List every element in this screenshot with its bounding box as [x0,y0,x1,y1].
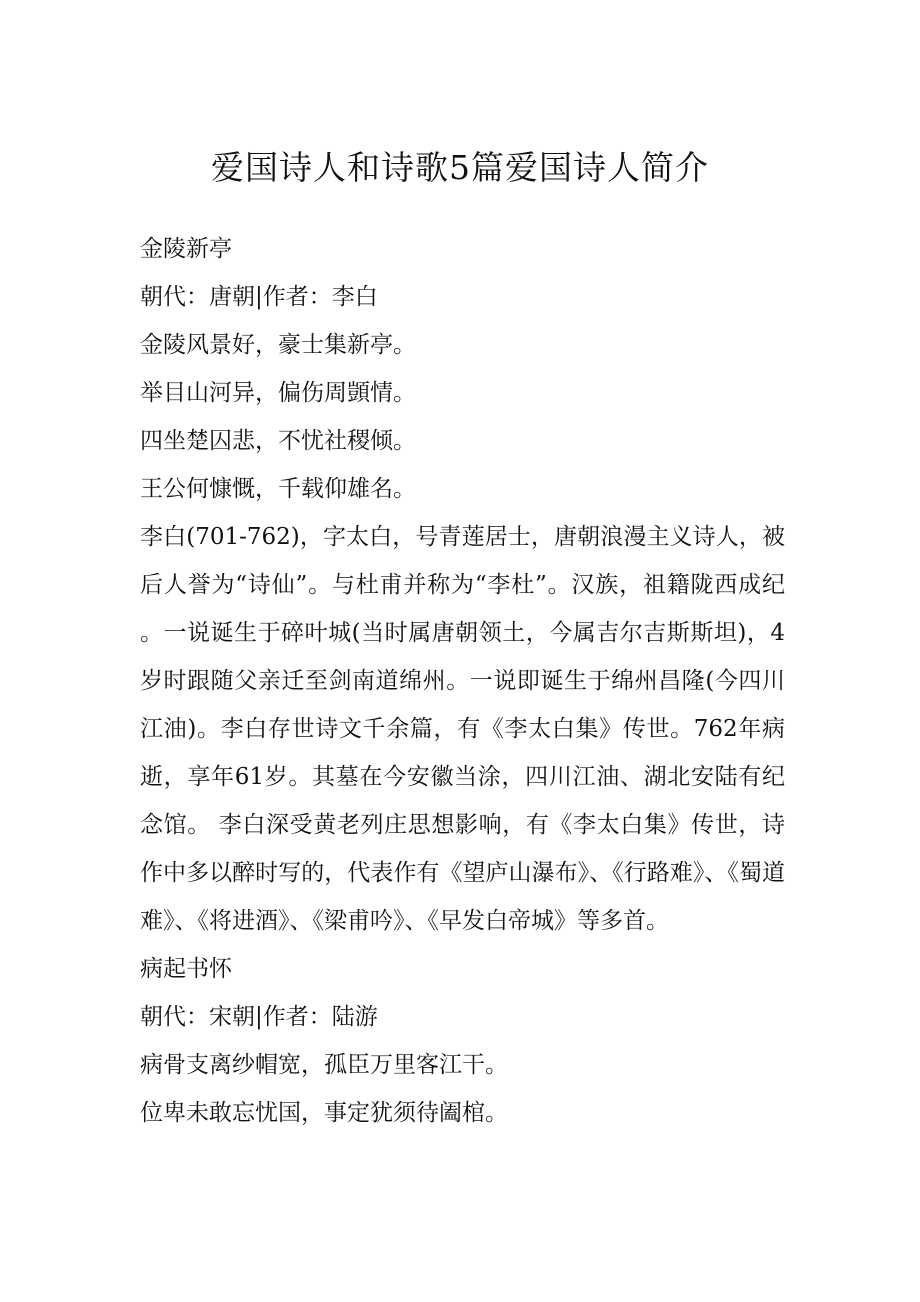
poem-line: 举目山河异，偏伤周顗情。 [140,380,416,406]
poem-line: 王公何慷慨，千载仰雄名。 [140,476,416,502]
document-title: 爱国诗人和诗歌5篇爱国诗人简介 [211,148,709,187]
poem-meta: 朝代：宋朝|作者：陆游 [140,1004,378,1030]
poem-line: 位卑未敢忘忧国，事定犹须待阖棺。 [140,1100,508,1126]
poem-line: 金陵风景好，豪士集新亭。 [140,332,416,358]
author-biography: 李白(701-762)，字太白，号青莲居士，唐朝浪漫主义诗人，被后人誉为“诗仙”。与杜甫并称为“李杜”。汉族，祖籍陇西成纪。一说诞生于碎叶城(当时属唐朝领土，今属吉尔吉斯斯坦)，4岁时跟随父亲迁至剑南道绵州。一说即诞生于绵州昌隆(今四川江油)。李白存世诗文千余篇，有《李太白集》传世。762年病逝，享年61岁。其墓在今安徽当涂，四川江油、湖北安陆有纪念馆。 李白深受黄老列庄思想影响，有《李太白集》传世，诗作中多以醉时写的，代表作有《望庐山瀑布》、《行路难》、《蜀道难》、《将进酒》、《梁甫吟》、《早发白帝城》等多首。 [140,524,785,934]
document-body [140,225,785,1137]
poem-line: 四坐楚囚悲，不忧社稷倾。 [140,428,416,454]
poem-title: 病起书怀 [140,956,232,982]
poem-meta: 朝代：唐朝|作者：李白 [140,284,378,310]
poem-line: 病骨支离纱帽宽，孤臣万里客江干。 [140,1052,508,1078]
poem-title: 金陵新亭 [140,236,232,262]
